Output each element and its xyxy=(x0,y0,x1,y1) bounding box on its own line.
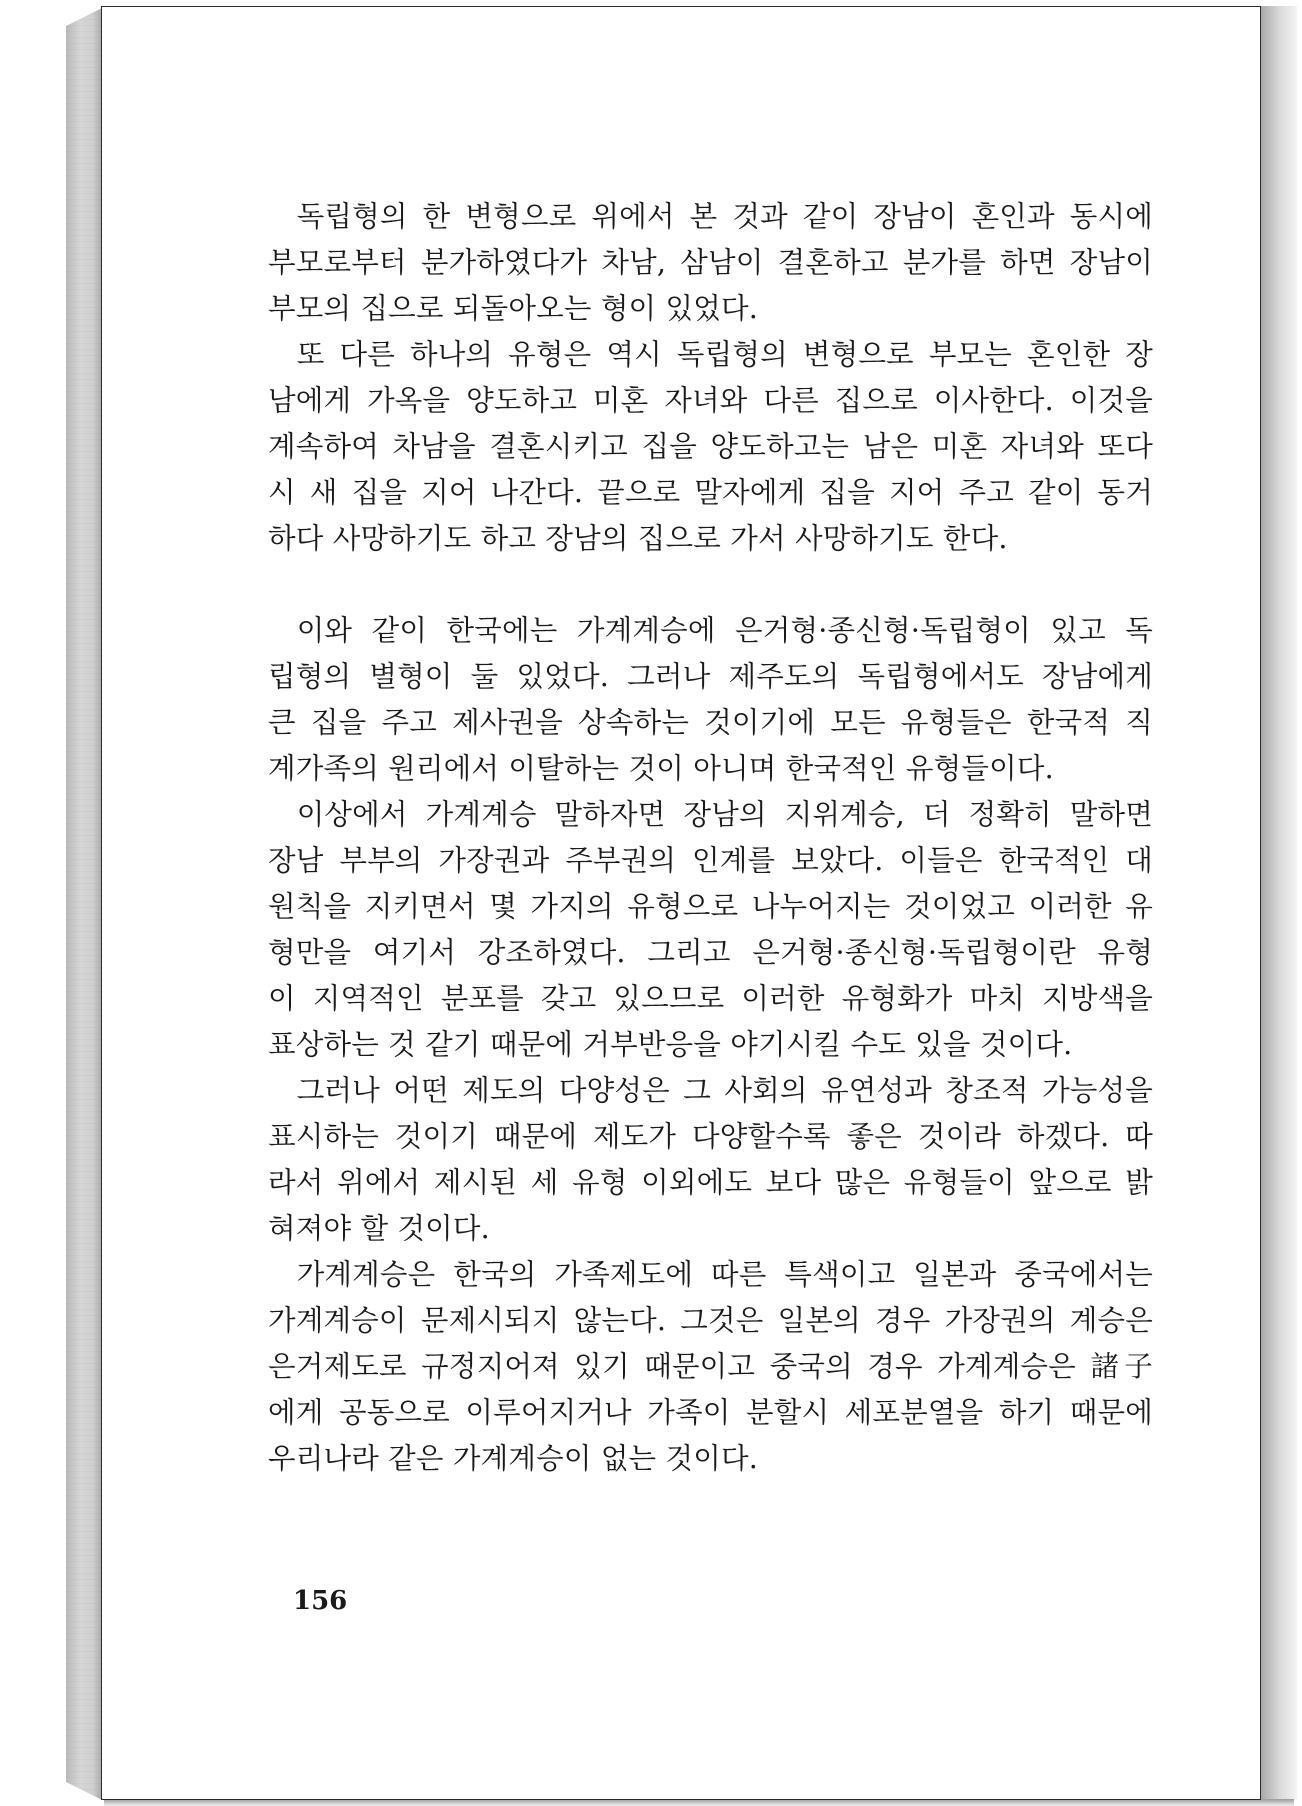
text-line: 에게 공동으로 이루어지거나 가족이 분할시 세포분열을 하기 때문에 xyxy=(268,1396,1153,1429)
text-line: 부모로부터 분가하였다가 차남, 삼남이 결혼하고 분가를 하면 장남이 xyxy=(268,246,1153,279)
paragraph xyxy=(268,792,1153,1068)
text-line: 계가족의 원리에서 이탈하는 것이 아니며 한국적인 유형들이다. xyxy=(268,752,1054,785)
text-line: 혀져야 할 것이다. xyxy=(268,1212,490,1245)
page-shadow-right xyxy=(1261,6,1297,1800)
text-line: 장남 부부의 가장권과 주부권의 인계를 보았다. 이들은 한국적인 대 xyxy=(268,844,1153,877)
text-line: 립형의 별형이 둘 있었다. 그러나 제주도의 독립형에서도 장남에게 xyxy=(268,660,1153,693)
text-line: 가계계승이 문제시되지 않는다. 그것은 일본의 경우 가장권의 계승은 xyxy=(268,1304,1153,1337)
text-line: 부모의 집으로 되돌아오는 형이 있었다. xyxy=(268,292,758,325)
page-body-text xyxy=(268,194,1153,1482)
page-number: 156 xyxy=(293,1586,348,1616)
text-line: 표시하는 것이기 때문에 제도가 다양할수록 좋은 것이라 하겠다. 따 xyxy=(268,1120,1153,1153)
text-line: 시 새 집을 지어 나간다. 끝으로 말자에게 집을 지어 주고 같이 동거 xyxy=(268,476,1153,509)
text-line: 가계계승은 한국의 가족제도에 따른 특색이고 일본과 중국에서는 xyxy=(268,1258,1153,1291)
text-line: 이와 같이 한국에는 가계계승에 은거형·종신형·독립형이 있고 독 xyxy=(268,614,1153,647)
text-line: 라서 위에서 제시된 세 유형 이외에도 보다 많은 유형들이 앞으로 밝 xyxy=(268,1166,1153,1199)
paragraph xyxy=(268,194,1153,332)
text-line: 표상하는 것 같기 때문에 거부반응을 야기시킬 수도 있을 것이다. xyxy=(268,1028,1073,1061)
paragraph xyxy=(268,1068,1153,1252)
paragraph xyxy=(268,1252,1153,1482)
text-line: 그러나 어떤 제도의 다양성은 그 사회의 유연성과 창조적 가능성을 xyxy=(268,1074,1153,1107)
paragraph xyxy=(268,608,1153,792)
book-page-edge-lines xyxy=(66,8,102,1800)
page-shadow-bottom xyxy=(104,1799,1294,1806)
text-line: 은거제도로 규정지어져 있기 때문이고 중국의 경우 가계계승은 諸子 xyxy=(268,1350,1153,1383)
text-line: 남에게 가옥을 양도하고 미혼 자녀와 다른 집으로 이사한다. 이것을 xyxy=(268,384,1153,417)
text-line: 우리나라 같은 가계계승이 없는 것이다. xyxy=(268,1442,758,1475)
text-line: 하다 사망하기도 하고 장남의 집으로 가서 사망하기도 한다. xyxy=(268,522,1008,555)
text-line: 이 지역적인 분포를 갖고 있으므로 이러한 유형화가 마치 지방색을 xyxy=(268,982,1153,1015)
text-line: 원칙을 지키면서 몇 가지의 유형으로 나누어지는 것이었고 이러한 유 xyxy=(268,890,1153,923)
text-line: 계속하여 차남을 결혼시키고 집을 양도하고는 남은 미혼 자녀와 또다 xyxy=(268,430,1153,463)
text-line: 이상에서 가계계승 말하자면 장남의 지위계승, 더 정확히 말하면 xyxy=(268,798,1153,831)
text-line: 독립형의 한 변형으로 위에서 본 것과 같이 장남이 혼인과 동시에 xyxy=(268,200,1153,233)
text-line: 큰 집을 주고 제사권을 상속하는 것이기에 모든 유형들은 한국적 직 xyxy=(268,706,1153,739)
text-line: 형만을 여기서 강조하였다. 그리고 은거형·종신형·독립형이란 유형 xyxy=(268,936,1153,969)
text-line: 또 다른 하나의 유형은 역시 독립형의 변형으로 부모는 혼인한 장 xyxy=(268,338,1153,371)
paragraph-gap xyxy=(268,562,1153,608)
paragraph xyxy=(268,332,1153,562)
